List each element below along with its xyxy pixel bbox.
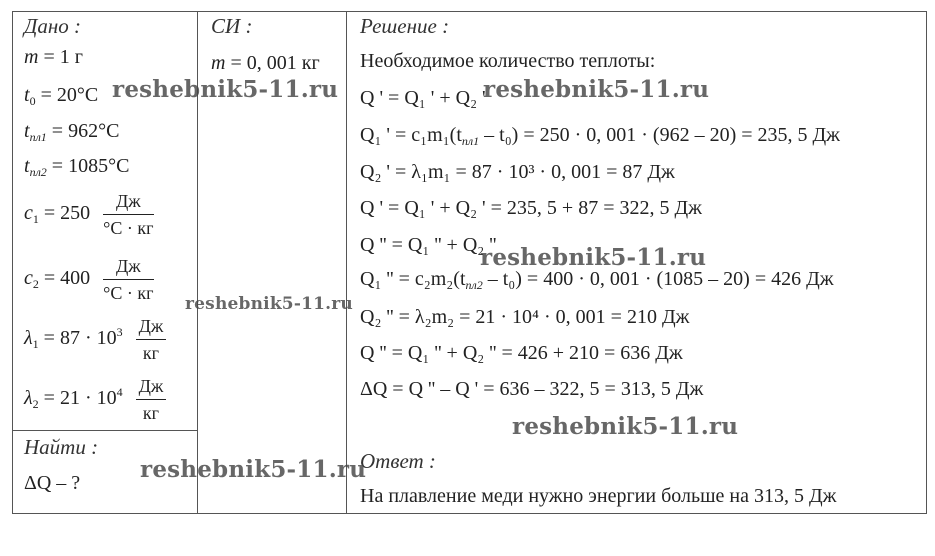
given-mass: m = 1 г: [24, 46, 83, 68]
si-header: СИ :: [211, 14, 253, 38]
watermark: reshebnik5-11.ru: [512, 413, 739, 440]
lambda2-unit-fraction: $\frac{Дж}{кг}$: [136, 375, 167, 424]
given-c1: $c_1 = 250$ $\frac{Дж}{^\circ C \cdot кг}$: [24, 191, 154, 238]
solution-line-8: Q '' = Q₁ '' + Q₂ '' = 426 + 210 = 636 Дж: [360, 342, 683, 364]
watermark: reshebnik5-11.ru: [480, 244, 707, 271]
given-t0: $t_0 = 20^\circ C$: [24, 84, 99, 108]
table-bottom-border: [12, 513, 927, 514]
solution-line-6: Q₁ '' = $c_2m_2(t_{пл2} - t_0) = 400 \cdot 0$, 001 · (1085 – 20) = 426 Дж: [360, 268, 834, 292]
solution-line-2: Q₁ ' = $c_1m_1(t_{пл1} - t_0) = 250 \cdot 0$, 001 · (962 – 20) = 235, 5 Дж: [360, 124, 840, 148]
solution-line-7: Q₂ '' = λ₂m₂ = 21 · 10⁴ · 0, 001 = 210 Дж: [360, 306, 690, 328]
given-header: Дано :: [24, 14, 82, 38]
watermark: reshebnik5-11.ru: [483, 76, 710, 103]
find-expression: ΔQ – ?: [24, 472, 81, 494]
given-t-melt-2: $t_{пл2} = 1085^\circ C$: [24, 155, 130, 179]
solution-line-1: Q ' = Q₁ ' + Q₂ ': [360, 87, 486, 109]
solution-line-5: Q '' = Q₁ '' + Q₂ '': [360, 234, 497, 256]
answer-header: Ответ :: [360, 449, 436, 473]
solution-line-9: ΔQ = Q '' – Q ' = 636 – 322, 5 = 313, 5 Дж: [360, 378, 704, 400]
solution-line-4: Q ' = Q₁ ' + Q₂ ' = 235, 5 + 87 = 322, 5 Дж: [360, 197, 702, 219]
watermark: reshebnik5-11.ru: [112, 76, 339, 103]
c2-unit-fraction: $\frac{Дж}{^\circ C \cdot кг}$: [103, 256, 154, 303]
solution-intro: Необходимое количество теплоты:: [360, 50, 656, 72]
given-t-melt-1: $t_{пл1} = 962^\circ C$: [24, 120, 120, 144]
column-divider-si-solution: [346, 11, 347, 514]
answer-text: На плавление меди нужно энергии больше на 313, 5 Дж: [360, 485, 837, 507]
table-right-border: [926, 11, 927, 514]
lambda1-unit-fraction: $\frac{Дж}{кг}$: [136, 315, 167, 364]
solution-line-3: Q₂ ' = λ₁m₁ = 87 · 10³ · 0, 001 = 87 Дж: [360, 161, 675, 183]
given-c2: $c_2 = 400$ $\frac{Дж}{^\circ C \cdot кг}$: [24, 256, 154, 303]
watermark: reshebnik5-11.ru: [140, 456, 367, 483]
watermark: reshebnik5-11.ru: [185, 294, 353, 314]
given-lambda1: $\lambda_1 = 87 \cdot 10^3$ $\frac{Дж}{кг}$: [24, 315, 166, 364]
table-left-border: [12, 11, 13, 514]
given-lambda2: $\lambda_2 = 21 \cdot 10^4$ $\frac{Дж}{кг}$: [24, 375, 166, 424]
c1-unit-fraction: $\frac{Дж}{^\circ C \cdot кг}$: [103, 191, 154, 238]
table-top-border: [12, 11, 927, 12]
row-divider-find: [12, 430, 198, 431]
solution-header: Решение :: [360, 14, 450, 38]
si-mass: m = 0, 001 кг: [211, 52, 320, 74]
find-header: Найти :: [24, 435, 99, 459]
